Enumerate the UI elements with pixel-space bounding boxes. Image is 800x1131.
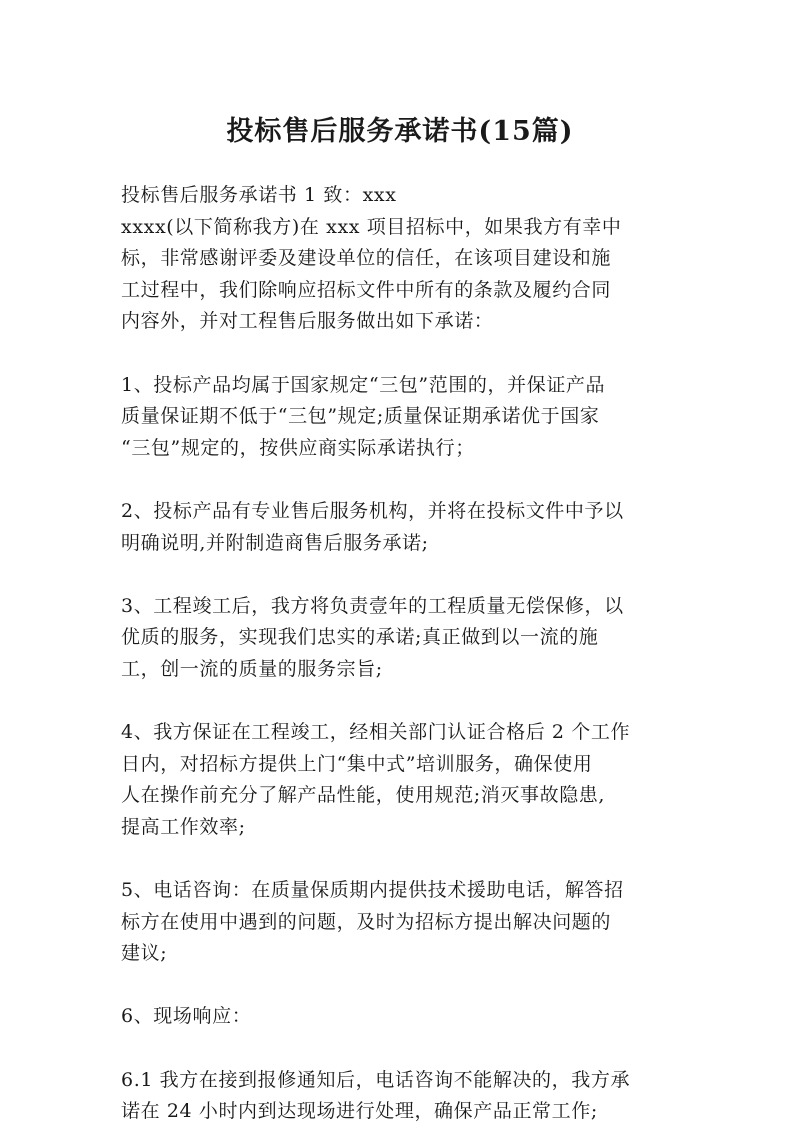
commitment-item-2 [121, 496, 677, 559]
intro-paragraph [121, 180, 677, 338]
intro-line: 工过程中，我们除响应招标文件中所有的条款及履约合同 [121, 278, 612, 301]
item-line: 工，创一流的质量的服务宗旨; [121, 657, 383, 680]
item-line: “三包”规定的，按供应商实际承诺执行； [121, 436, 475, 459]
document-body [121, 180, 677, 1128]
item-line: 明确说明,并附制造商售后服务承诺; [121, 531, 429, 554]
item-line: 建议; [121, 942, 168, 965]
item-line: 5、电话咨询：在质量保质期内提供技术援助电话，解答招 [121, 879, 624, 902]
item-line: 标方在使用中遇到的问题，及时为招标方提出解决问题的 [121, 910, 612, 933]
intro-line: 内容外，并对工程售后服务做出如下承诺： [121, 310, 494, 333]
item-line: 1、投标产品均属于国家规定“三包”范围的，并保证产品 [121, 373, 606, 396]
commitment-item-6 [121, 1001, 677, 1033]
document-title: 投标售后服务承诺书(15篇) [226, 116, 574, 147]
item-line: 6、现场响应： [121, 1005, 252, 1028]
intro-line: xxxx(以下简称我方)在 xxx 项目招标中，如果我方有幸中 [121, 215, 622, 238]
intro-line: 投标售后服务承诺书 1 致：xxx [121, 184, 397, 206]
intro-line: 标，非常感谢评委及建设单位的信任，在该项目建设和施 [121, 247, 612, 270]
item-line: 2、投标产品有专业售后服务机构，并将在投标文件中予以 [121, 499, 624, 522]
item-line: 提高工作效率; [121, 815, 246, 838]
item-line: 3、工程竣工后，我方将负责壹年的工程质量无偿保修，以 [121, 594, 624, 617]
commitment-item-1 [121, 370, 677, 465]
commitment-item-6-1 [121, 1065, 677, 1128]
commitment-item-4 [121, 717, 677, 843]
commitment-item-5 [121, 875, 677, 970]
item-line: 质量保证期不低于“三包”规定;质量保证期承诺优于国家 [121, 405, 600, 428]
item-line: 优质的服务，实现我们忠实的承诺;真正做到以一流的施 [121, 626, 599, 649]
commitment-item-3 [121, 591, 677, 686]
item-line: 4、我方保证在工程竣工，经相关部门认证合格后 2 个工作 [121, 721, 631, 744]
item-line: 6.1 我方在接到报修通知后，电话咨询不能解决的，我方承 [121, 1068, 631, 1091]
item-line: 人在操作前充分了解产品性能，使用规范;消灭事故隐患, [121, 784, 606, 807]
item-line: 诺在 24 小时内到达现场进行处理，确保产品正常工作; [121, 1100, 598, 1123]
item-line: 日内，对招标方提供上门“集中式”培训服务，确保使用 [121, 752, 593, 775]
